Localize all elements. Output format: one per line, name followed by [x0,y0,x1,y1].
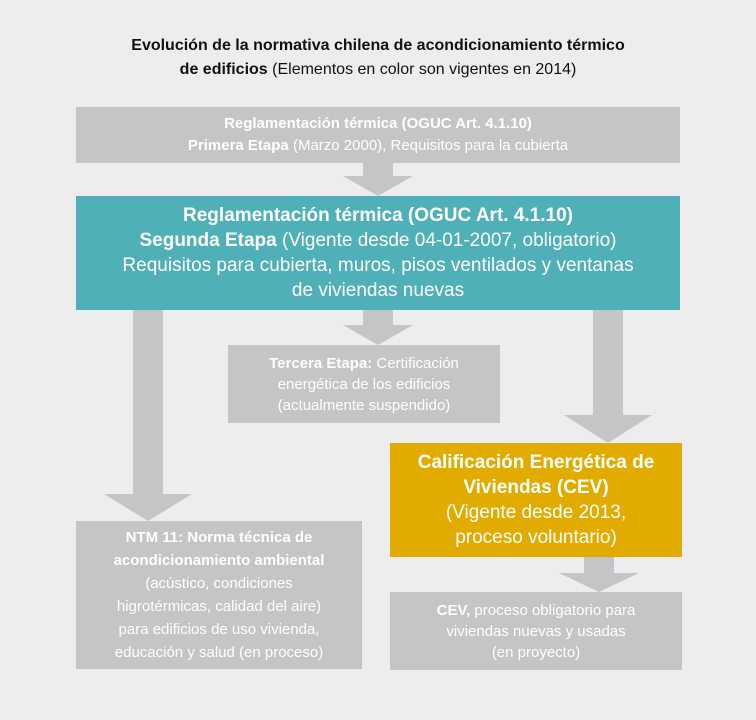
primera-line-1: Reglamentación térmica (OGUC Art. 4.1.10) [224,115,532,132]
title-line-1: Evolución de la normativa chilena de acondicionamiento térmico [131,37,625,54]
title-line-2: de edificios (Elementos en color son vigentes en 2014) [179,61,577,78]
ntm-line-5: para edificios de uso vivienda, [118,621,320,638]
segunda-line-3: Requisitos para cubierta, muros, pisos ventilados y ventanas [122,255,634,276]
ntm-line-6: educación y salud (en proceso) [114,644,324,661]
tercera-line-2: energética de los edificios [277,375,451,393]
arrow-primera-to-segunda [343,163,413,196]
arrow-cev-to-obligatorio [559,557,639,592]
tercera-line-1: Tercera Etapa: Certificación [269,354,459,372]
segunda-line-1: Reglamentación térmica (OGUC Art. 4.1.10) [183,205,573,226]
cev-obligatorio-line-3: (en proyecto) [491,643,581,661]
ntm-line-1: NTM 11: Norma técnica de [125,529,313,546]
ntm-line-3: (acústico, condiciones [145,575,293,592]
cev-obligatorio-line-1: CEV, proceso obligatorio para [436,601,636,619]
ntm-line-4: higrotérmicas, calidad del aire) [116,598,322,615]
cev-line-2: Viviendas (CEV) [463,477,609,498]
cev-line-4: proceso voluntario) [455,527,617,548]
tercera-line-3: (actualmente suspendido) [277,396,451,414]
arrow-segunda-to-cev [564,310,652,443]
box-cev-obligatorio [390,592,682,670]
cev-obligatorio-line-2: viviendas nuevas y usadas [446,622,626,640]
box-segunda-etapa [76,196,680,310]
box-tercera-etapa [228,345,500,423]
segunda-line-4: de viviendas nuevas [291,280,465,301]
segunda-line-2: Segunda Etapa (Vigente desde 04-01-2007, obligatorio) [139,230,617,251]
primera-line-2: Primera Etapa (Marzo 2000), Requisitos para la cubierta [187,137,569,154]
box-ntm-11 [76,521,362,669]
box-primera-etapa [76,107,680,163]
cev-line-3: (Vigente desde 2013, [445,502,627,523]
ntm-line-2: acondicionamiento ambiental [113,552,325,569]
arrow-segunda-to-ntm [104,310,192,521]
arrow-segunda-to-tercera [343,310,413,345]
cev-line-1: Calificación Energética de [417,452,655,473]
box-cev [390,443,682,557]
